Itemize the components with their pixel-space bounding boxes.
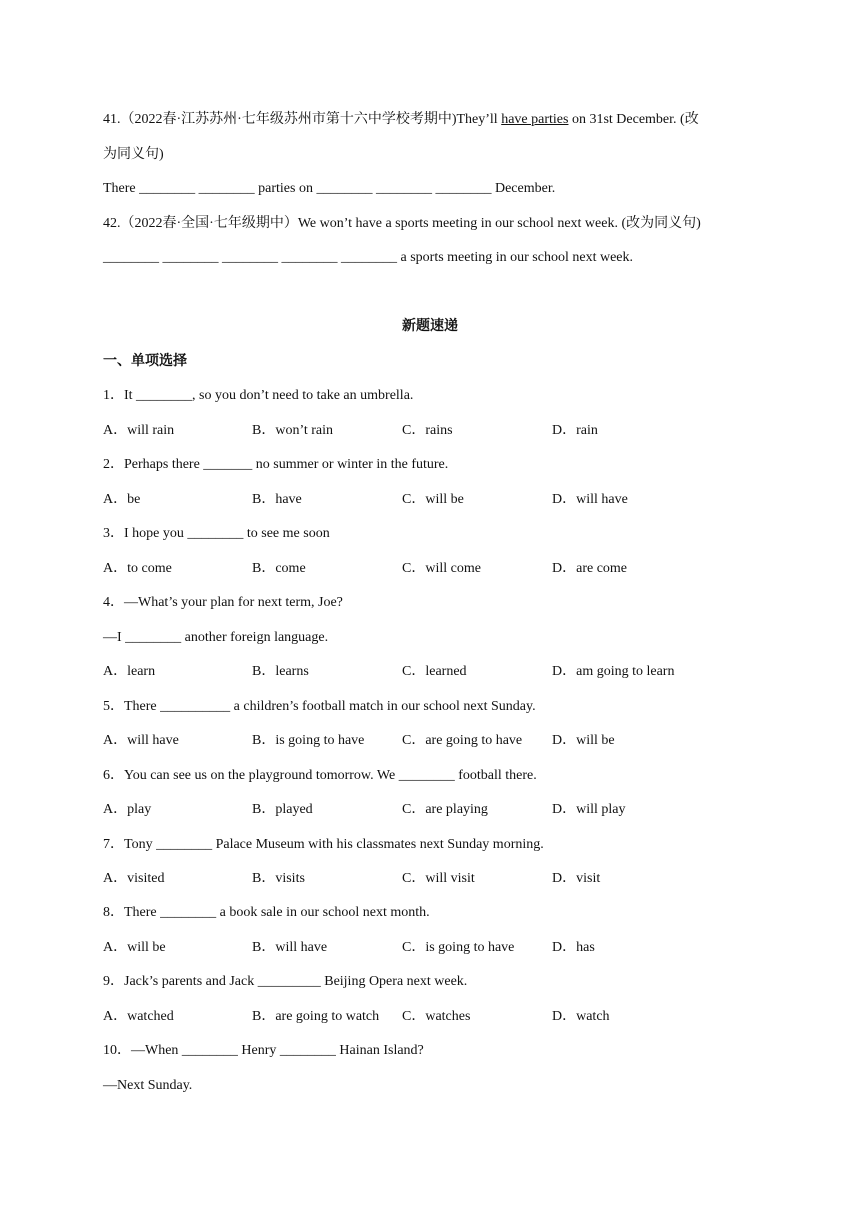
question-stem: 2．Perhaps there _______ no summer or winter in the future. [103,457,449,472]
option-d: D．will be [552,733,615,748]
q41-line-2: 为同义句) [103,147,164,162]
q41-answer-line: There ________ ________ parties on ________ ________ ________ December. [103,181,556,196]
subsection-title: 一、单项选择 [103,354,187,369]
option-c: C．are going to have [402,733,523,748]
option-a: A．visited [103,871,165,886]
option-b: B．visits [252,871,305,886]
option-d: D．will have [552,492,628,507]
option-a: A．play [103,802,152,817]
question-stem: 9．Jack’s parents and Jack _________ Beijing Opera next week. [103,974,468,989]
option-b: B．is going to have [252,733,365,748]
option-d: D．visit [552,871,601,886]
option-c: C．will visit [402,871,475,886]
option-d: D．will play [552,802,626,817]
question-stem: 6．You can see us on the playground tomorrow. We ________ football there. [103,768,537,783]
option-a: A．will have [103,733,179,748]
option-b: B．learns [252,664,309,679]
question-stem-reply: —I ________ another foreign language. [103,630,329,645]
option-c: C．will come [402,561,481,576]
option-a: A．to come [103,561,172,576]
question-stem: 1．It ________, so you don’t need to take an umbrella. [103,388,414,403]
option-d: D．rain [552,423,598,438]
option-d: D．am going to learn [552,664,675,679]
option-d: D．are come [552,561,628,576]
option-c: C．rains [402,423,453,438]
q42-line-1: 42.（2022春·全国·七年级期中）We won’t have a sports meeting in our school next week. (改为同义句) [103,216,701,231]
option-b: B．played [252,802,313,817]
question-stem: 8．There ________ a book sale in our school next month. [103,905,430,920]
q41-line-1 [103,110,760,130]
option-a: A．will be [103,940,166,955]
option-a: A．watched [103,1009,174,1024]
q41-underlined-phrase: have parties [501,112,569,127]
section-title: 新题速递 [402,319,458,334]
option-c: C．learned [402,664,467,679]
q41-text-pre: 41.（2022春·江苏苏州·七年级苏州市第十六中学校考期中)They’ll [103,112,502,127]
question-stem: 3．I hope you ________ to see me soon [103,526,330,541]
question-stem: 5．There __________ a children’s football match in our school next Sunday. [103,699,536,714]
question-stem-reply: —Next Sunday. [103,1078,193,1093]
option-d: D．has [552,940,595,955]
option-c: C．are playing [402,802,488,817]
option-a: A．be [103,492,141,507]
option-d: D．watch [552,1009,610,1024]
option-b: B．are going to watch [252,1009,380,1024]
option-a: A．learn [103,664,156,679]
question-stem: 10．—When ________ Henry ________ Hainan Island? [103,1043,424,1058]
option-b: B．have [252,492,302,507]
option-c: C．watches [402,1009,471,1024]
option-b: B．will have [252,940,328,955]
question-stem: 4．—What’s your plan for next term, Joe? [103,595,343,610]
option-b: B．come [252,561,306,576]
q42-answer-line: ________ ________ ________ ________ ________ a sports meeting in our school next week. [103,250,634,265]
q41-text-post: on 31st December. (改 [568,112,699,127]
question-stem: 7．Tony ________ Palace Museum with his classmates next Sunday morning. [103,837,544,852]
option-c: C．is going to have [402,940,515,955]
option-c: C．will be [402,492,464,507]
option-b: B．won’t rain [252,423,334,438]
option-a: A．will rain [103,423,175,438]
